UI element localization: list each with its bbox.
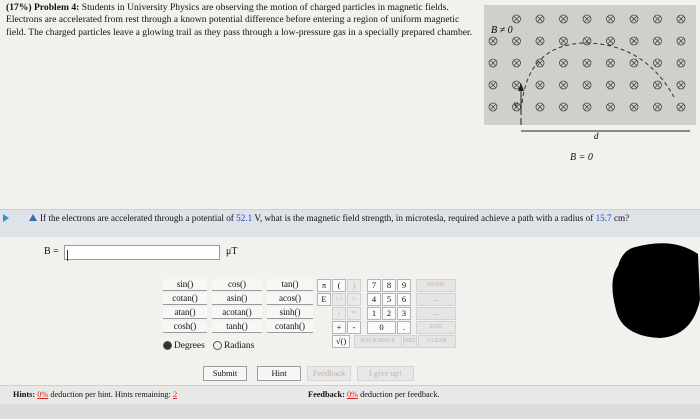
e-key[interactable]: E <box>317 293 331 306</box>
field-into-page-icon <box>560 15 568 23</box>
left-arrow-key[interactable]: ← <box>416 293 456 306</box>
digit-1-key[interactable]: 1 <box>367 307 381 320</box>
left-paren-key[interactable]: ( <box>332 279 346 292</box>
problem-text: Students in University Physics are observing the motion of charged particles in magnetic fields. Electrons are accelerated from rest through a known potential difference before entering a region of uniform magnetic field. The charged particles leave a glowing trail as they pass through a low-pressure gas in a specially prepared chamber. <box>6 2 473 38</box>
magnetic-field-figure <box>484 5 696 125</box>
feedback-button[interactable]: Feedback <box>307 366 351 381</box>
tanh-key[interactable]: tanh() <box>212 321 262 333</box>
angle-mode <box>163 341 254 351</box>
minus-key[interactable]: - <box>347 321 361 334</box>
digit-9-key[interactable]: 9 <box>397 279 411 292</box>
distance-label: d <box>594 131 599 141</box>
problem-statement <box>6 2 476 39</box>
backspace-key[interactable]: BACKSPACE <box>354 335 402 348</box>
field-into-page-icon <box>583 81 591 89</box>
field-into-page-icon <box>583 15 591 23</box>
sin-key[interactable]: sin() <box>163 279 207 291</box>
field-into-page-icon <box>536 15 544 23</box>
velocity-label: v <box>514 99 518 109</box>
question-bar <box>0 209 700 237</box>
atan-key[interactable]: atan() <box>163 307 207 319</box>
field-into-page-icon <box>677 15 685 23</box>
field-into-page-icon <box>677 103 685 111</box>
zero-field-label: B = 0 <box>570 152 593 163</box>
cosh-key[interactable]: cosh() <box>163 321 207 333</box>
field-into-page-icon <box>489 81 497 89</box>
field-into-page-icon <box>630 81 638 89</box>
cotan-key[interactable]: cotan() <box>163 293 207 305</box>
field-into-page-icon <box>654 81 662 89</box>
answer-unit: μT <box>226 246 238 257</box>
field-into-page-icon <box>607 103 615 111</box>
acotan-key[interactable]: acotan() <box>212 307 262 319</box>
acos-key[interactable]: acos() <box>267 293 313 305</box>
field-into-page-icon <box>630 59 638 67</box>
field-diagram <box>484 5 696 125</box>
degrees-label: Degrees <box>174 341 205 351</box>
radius-value: 15.7 <box>595 213 612 223</box>
field-into-page-icon <box>536 103 544 111</box>
field-into-page-icon <box>560 103 568 111</box>
submit-button[interactable]: Submit <box>203 366 247 381</box>
field-into-page-icon <box>677 37 685 45</box>
digit-8-key[interactable]: 8 <box>382 279 396 292</box>
asin-key[interactable]: asin() <box>212 293 262 305</box>
bottom-strip <box>0 404 700 419</box>
question-text: If the electrons are accelerated through a potential of 52.1 V, what is the magnetic field strength, in microtesla, required achieve a path with a radius of 15.7 cm? <box>40 213 630 223</box>
hints-remaining: 2 <box>172 390 178 399</box>
field-into-page-icon <box>583 59 591 67</box>
digit-6-key[interactable]: 6 <box>397 293 411 306</box>
sinh-key[interactable]: sinh() <box>267 307 313 319</box>
field-into-page-icon <box>489 59 497 67</box>
digit-0-key[interactable]: 0 <box>367 321 396 334</box>
electron-path <box>522 43 674 103</box>
clear-key[interactable]: CLEAR <box>418 335 456 348</box>
problem-heading: (17%) Problem 4: <box>6 2 80 13</box>
pi-key[interactable]: π <box>317 279 331 292</box>
distance-indicator <box>484 125 696 145</box>
cotanh-key[interactable]: cotanh() <box>267 321 313 333</box>
text-cursor <box>67 250 68 261</box>
decimal-key[interactable]: . <box>397 321 411 334</box>
play-arrow-icon[interactable] <box>3 214 9 222</box>
field-into-page-icon <box>489 103 497 111</box>
give-up-button[interactable]: I give up! <box>357 366 414 381</box>
field-into-page-icon <box>607 37 615 45</box>
plus-key[interactable]: + <box>332 321 346 334</box>
field-into-page-icon <box>630 37 638 45</box>
digit-7-key[interactable]: 7 <box>367 279 381 292</box>
field-into-page-icon <box>654 59 662 67</box>
answer-input[interactable] <box>64 245 220 260</box>
field-into-page-icon <box>677 59 685 67</box>
degrees-radio[interactable] <box>163 341 172 350</box>
feedback-info: Feedback: 0% deduction per feedback. <box>308 390 440 399</box>
radians-label: Radians <box>224 341 255 351</box>
potential-value: 52.1 <box>236 213 253 223</box>
field-into-page-icon <box>536 37 544 45</box>
right-paren-key[interactable]: ) <box>347 279 361 292</box>
sqrt-key[interactable]: √() <box>332 335 350 348</box>
field-into-page-icon <box>630 15 638 23</box>
hints-feedback-row <box>0 385 700 404</box>
field-into-page-icon <box>583 103 591 111</box>
field-into-page-icon <box>654 103 662 111</box>
field-into-page-icon <box>513 15 521 23</box>
digit-5-key[interactable]: 5 <box>382 293 396 306</box>
hint-button[interactable]: Hint <box>257 366 301 381</box>
del-key[interactable]: DEL <box>403 335 417 348</box>
digit-3-key[interactable]: 3 <box>397 307 411 320</box>
field-into-page-icon <box>513 59 521 67</box>
field-into-page-icon <box>560 59 568 67</box>
field-into-page-icon <box>630 103 638 111</box>
tan-key[interactable]: tan() <box>267 279 313 291</box>
divide-key[interactable]: / <box>332 307 346 320</box>
field-into-page-icon <box>607 59 615 67</box>
cos-key[interactable]: cos() <box>212 279 262 291</box>
field-label: B ≠ 0 <box>491 25 513 36</box>
field-into-page-icon <box>654 15 662 23</box>
redacted-overlay <box>612 240 700 340</box>
field-into-page-icon <box>536 81 544 89</box>
field-into-page-icon <box>560 81 568 89</box>
field-into-page-icon <box>513 37 521 45</box>
field-into-page-icon <box>607 15 615 23</box>
field-into-page-icon <box>607 81 615 89</box>
digit-4-key[interactable]: 4 <box>367 293 381 306</box>
field-into-page-icon <box>583 37 591 45</box>
field-into-page-icon <box>677 81 685 89</box>
radians-radio[interactable] <box>213 341 222 350</box>
field-into-page-icon <box>560 37 568 45</box>
caret-key[interactable]: ^ <box>347 293 361 306</box>
end-key[interactable]: END <box>416 321 456 334</box>
field-into-page-icon <box>489 37 497 45</box>
right-arrow-key[interactable]: → <box>416 307 456 320</box>
multiply-key[interactable]: * <box>347 307 361 320</box>
power-key[interactable]: ↑^ <box>332 293 346 306</box>
home-key[interactable]: HOME <box>416 279 456 292</box>
hints-info: Hints: 0% deduction per hint. Hints remaining: 2 <box>13 390 178 399</box>
answer-label: B = <box>44 246 59 257</box>
field-into-page-icon <box>654 37 662 45</box>
digit-2-key[interactable]: 2 <box>382 307 396 320</box>
